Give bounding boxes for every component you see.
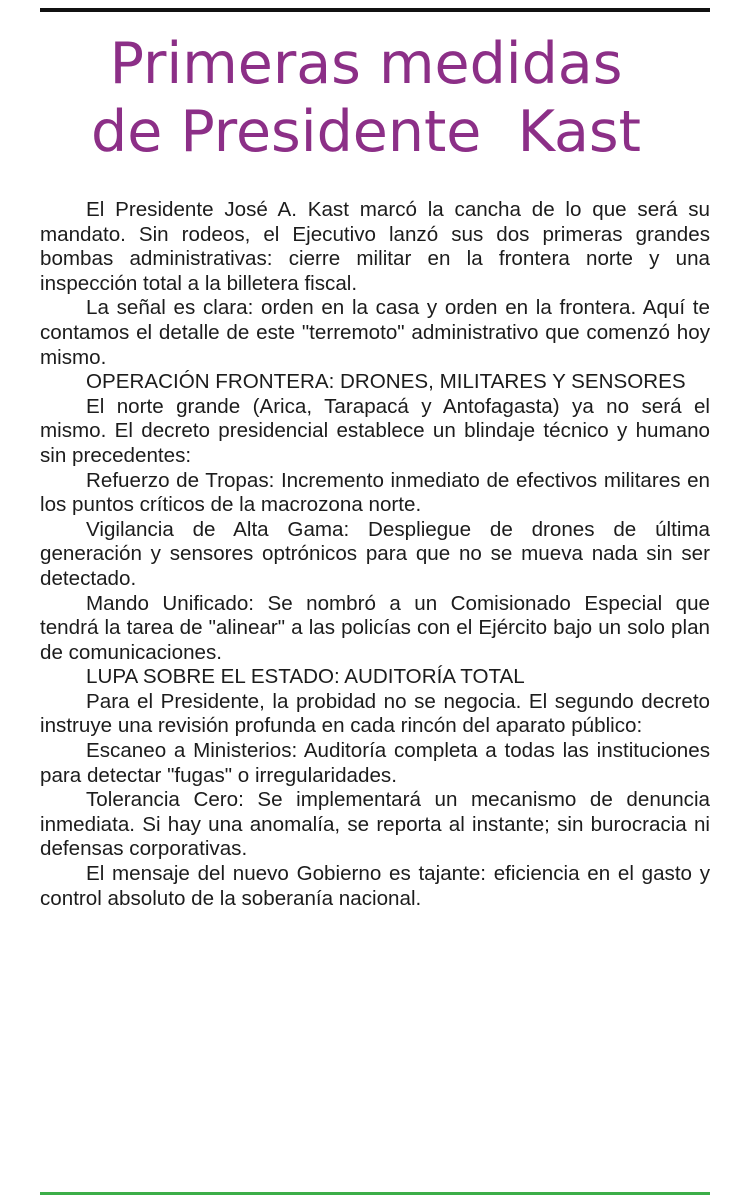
paragraph-probidad: Para el Presidente, la probidad no se negocia. El segundo decreto instruye una revisión profunda en cada rincón del aparato público:	[40, 689, 710, 738]
paragraph-escaneo: Escaneo a Ministerios: Auditoría completa a todas las instituciones para detectar "fugas" o irregularidades.	[40, 739, 710, 787]
headline-line-2: de Presidente Kast	[91, 99, 641, 165]
section-heading-frontera: OPERACIÓN FRONTERA: DRONES, MILITARES Y SENSORES	[86, 370, 686, 394]
top-rule	[40, 8, 710, 12]
bottom-rule	[40, 1192, 710, 1195]
article-body	[40, 198, 710, 911]
paragraph-tolerancia: Tolerancia Cero: Se implementará un mecanismo de denuncia inmediata. Si hay una anomalía, se reporta al instante; sin burocracia ni defensas corporativas.	[40, 788, 710, 861]
paragraph-refuerzo-tropas: Refuerzo de Tropas: Incremento inmediato de efectivos militares en los puntos críticos de la macrozona norte.	[40, 468, 710, 517]
headline	[0, 30, 732, 166]
section-heading-auditoria: LUPA SOBRE EL ESTADO: AUDITORÍA TOTAL	[86, 665, 525, 689]
paragraph-closing: El mensaje del nuevo Gobierno es tajante: eficiencia en el gasto y control absoluto de la soberanía nacional.	[40, 862, 710, 910]
paragraph-intro: El Presidente José A. Kast marcó la cancha de lo que será su mandato. Sin rodeos, el Ejecutivo lanzó sus dos primeras grandes bombas administrativas: cierre militar en la frontera norte y una inspección total a la billetera fiscal.	[40, 198, 710, 295]
paragraph-mando-unificado: Mando Unificado: Se nombró a un Comisionado Especial que tendrá la tarea de "alinear" a las policías con el Ejército bajo un solo plan de comunicaciones.	[40, 591, 710, 664]
paragraph-signal: La señal es clara: orden en la casa y orden en la frontera. Aquí te contamos el detalle de este "terremoto" administrativo que comenzó hoy mismo.	[40, 296, 710, 369]
headline-line-1: Primeras medidas	[109, 31, 623, 97]
paragraph-vigilancia: Vigilancia de Alta Gama: Despliegue de drones de última generación y sensores optrónicos para que no se mueva nada sin ser detectado.	[40, 517, 710, 590]
paragraph-norte-grande: El norte grande (Arica, Tarapacá y Antofagasta) ya no será el mismo. El decreto presidencial establece un blindaje técnico y humano sin precedentes:	[40, 394, 710, 467]
